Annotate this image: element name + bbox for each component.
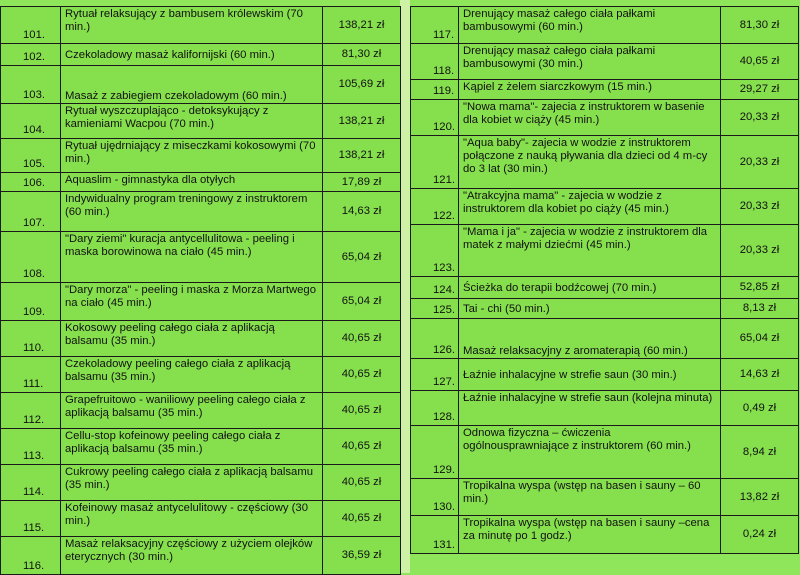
item-price: 138,21 zł xyxy=(323,104,401,139)
item-number: 104. xyxy=(1,104,61,139)
price-table-right xyxy=(410,6,799,554)
item-price: 40,65 zł xyxy=(323,321,401,357)
item-number: 115. xyxy=(1,501,61,537)
item-number: 124. xyxy=(411,277,459,299)
table-row xyxy=(1,44,401,66)
table-row xyxy=(411,479,799,516)
item-description: Kąpiel z żelem siarczkowym (15 min.) xyxy=(459,80,721,100)
table-row xyxy=(1,321,401,357)
item-price: 14,63 zł xyxy=(323,192,401,232)
item-number: 108. xyxy=(1,232,61,283)
item-description: Kokosowy peeling całego ciała z aplikacją balsamu (35 min.) xyxy=(61,321,323,357)
item-description: Rytuał wyszczuplająco - detoksykujący z kamieniami Wacpou (70 min.) xyxy=(61,104,323,139)
table-row xyxy=(1,232,401,283)
item-price: 8,13 zł xyxy=(721,299,799,319)
item-price: 20,33 zł xyxy=(721,136,799,189)
item-price: 40,65 zł xyxy=(323,393,401,429)
item-number: 123. xyxy=(411,225,459,277)
item-number: 116. xyxy=(1,537,61,575)
item-number: 112. xyxy=(1,393,61,429)
table-row xyxy=(1,104,401,139)
item-number: 105. xyxy=(1,139,61,173)
item-price: 14,63 zł xyxy=(721,359,799,391)
table-row xyxy=(411,516,799,554)
item-price: 40,65 zł xyxy=(323,357,401,393)
item-description: Masaż relaksacyjny z aromaterapią (60 min.) xyxy=(459,319,721,359)
table-row xyxy=(411,359,799,391)
item-description: Kofeinowy masaż antycelulitowy - częściowy (30 min.) xyxy=(61,501,323,537)
item-description: Tropikalna wyspa (wstęp na basen i sauny – 60 min.) xyxy=(459,479,721,516)
item-price: 17,89 zł xyxy=(323,173,401,192)
item-description: Tropikalna wyspa (wstęp na basen i sauny –cena za minutę po 1 godz.) xyxy=(459,516,721,554)
table-row xyxy=(1,357,401,393)
item-number: 130. xyxy=(411,479,459,516)
table-row xyxy=(411,100,799,136)
item-price: 65,04 zł xyxy=(323,283,401,321)
table-row xyxy=(411,225,799,277)
item-number: 129. xyxy=(411,426,459,479)
center-divider xyxy=(400,0,410,573)
item-price: 0,49 zł xyxy=(721,391,799,426)
price-table-left xyxy=(0,6,401,575)
item-price: 29,27 zł xyxy=(721,80,799,100)
item-description: "Atrakcyjna mama" - zajecia w wodzie z instruktorem dla kobiet po ciąży (45 min.) xyxy=(459,189,721,225)
item-description: Łaźnie inhalacyjne w strefie saun (kolejna minuta) xyxy=(459,391,721,426)
item-number: 106. xyxy=(1,173,61,192)
item-description: "Dary ziemi" kuracja antycellulitowa - peeling i maska borowinowa na ciało (45 min.) xyxy=(61,232,323,283)
item-number: 122. xyxy=(411,189,459,225)
item-number: 102. xyxy=(1,44,61,66)
item-description: Ścieżka do terapii bodźcowej (70 min.) xyxy=(459,277,721,299)
table-row xyxy=(1,393,401,429)
item-description: Tai - chi (50 min.) xyxy=(459,299,721,319)
item-price: 52,85 zł xyxy=(721,277,799,299)
item-description: Łaźnie inhalacyjne w strefie saun (30 min.) xyxy=(459,359,721,391)
item-price: 20,33 zł xyxy=(721,225,799,277)
item-number: 110. xyxy=(1,321,61,357)
item-description: Cellu-stop kofeinowy peeling całego ciała z aplikacją balsamu (35 min.) xyxy=(61,429,323,465)
item-description: Masaż relaksacyjny częściowy z użyciem olejków eterycznych (30 min.) xyxy=(61,537,323,575)
table-row xyxy=(411,299,799,319)
item-price: 81,30 zł xyxy=(721,7,799,44)
item-description: Grapefruitowo - waniliowy peeling całego ciała z aplikacją balsamu (35 min.) xyxy=(61,393,323,429)
item-number: 120. xyxy=(411,100,459,136)
table-row xyxy=(1,66,401,104)
item-description: Rytuał ujędrniający z miseczkami kokosowymi (70 min.) xyxy=(61,139,323,173)
item-number: 113. xyxy=(1,429,61,465)
item-number: 118. xyxy=(411,44,459,80)
item-description: Czekoladowy masaż kalifornijski (60 min.) xyxy=(61,44,323,66)
table-row xyxy=(411,7,799,44)
table-row xyxy=(411,189,799,225)
table-row xyxy=(1,173,401,192)
table-row xyxy=(1,501,401,537)
item-price: 13,82 zł xyxy=(721,479,799,516)
item-price: 138,21 zł xyxy=(323,139,401,173)
table-row xyxy=(411,136,799,189)
item-number: 127. xyxy=(411,359,459,391)
item-price: 40,65 zł xyxy=(721,44,799,80)
item-description: "Mama i ja" - zajecia w wodzie z instruktorem dla matek z małymi dziećmi (45 min.) xyxy=(459,225,721,277)
item-price: 40,65 zł xyxy=(323,465,401,501)
item-description: Aquaslim - gimnastyka dla otyłych xyxy=(61,173,323,192)
item-price: 138,21 zł xyxy=(323,7,401,44)
item-number: 121. xyxy=(411,136,459,189)
item-number: 107. xyxy=(1,192,61,232)
item-price: 65,04 zł xyxy=(721,319,799,359)
item-number: 131. xyxy=(411,516,459,554)
item-description: Rytuał relaksujący z bambusem królewskim (70 min.) xyxy=(61,7,323,44)
item-number: 119. xyxy=(411,80,459,100)
item-description: Masaż z zabiegiem czekoladowym (60 min.) xyxy=(61,66,323,104)
item-number: 111. xyxy=(1,357,61,393)
item-price: 65,04 zł xyxy=(323,232,401,283)
table-row xyxy=(411,277,799,299)
item-price: 40,65 zł xyxy=(323,429,401,465)
table-row xyxy=(411,44,799,80)
item-price: 8,94 zł xyxy=(721,426,799,479)
item-number: 101. xyxy=(1,7,61,44)
table-row xyxy=(411,391,799,426)
item-description: Cukrowy peeling całego ciała z aplikacją balsamu (35 min.) xyxy=(61,465,323,501)
table-row xyxy=(1,465,401,501)
item-number: 114. xyxy=(1,465,61,501)
item-number: 128. xyxy=(411,391,459,426)
item-description: "Aqua baby"- zajecia w wodzie z instruktorem połączone z nauką pływania dla dzieci od 4 m-cy do 3 lat (30 min.) xyxy=(459,136,721,189)
item-price: 20,33 zł xyxy=(721,100,799,136)
item-number: 125. xyxy=(411,299,459,319)
item-description: Drenujący masaż całego ciała pałkami bambusowymi (30 min.) xyxy=(459,44,721,80)
item-price: 36,59 zł xyxy=(323,537,401,575)
item-description: Czekoladowy peeling całego ciała z aplikacją balsamu (35 min.) xyxy=(61,357,323,393)
table-row xyxy=(411,426,799,479)
item-price: 40,65 zł xyxy=(323,501,401,537)
item-price: 81,30 zł xyxy=(323,44,401,66)
item-number: 103. xyxy=(1,66,61,104)
item-price: 20,33 zł xyxy=(721,189,799,225)
item-description: Drenujący masaż całego ciała pałkami bambusowymi (60 min.) xyxy=(459,7,721,44)
item-number: 126. xyxy=(411,319,459,359)
table-row xyxy=(1,139,401,173)
item-number: 117. xyxy=(411,7,459,44)
table-row xyxy=(411,80,799,100)
table-row xyxy=(1,283,401,321)
table-row xyxy=(1,429,401,465)
table-row xyxy=(411,319,799,359)
table-row xyxy=(1,537,401,575)
item-price: 0,24 zł xyxy=(721,516,799,554)
table-row xyxy=(1,192,401,232)
item-number: 109. xyxy=(1,283,61,321)
item-description: Indywidualny program treningowy z instruktorem (60 min.) xyxy=(61,192,323,232)
item-description: "Dary morza" - peeling i maska z Morza Martwego na ciało (45 min.) xyxy=(61,283,323,321)
item-description: "Nowa mama"- zajecia z instruktorem w basenie dla kobiet w ciąży (45 min.) xyxy=(459,100,721,136)
table-row xyxy=(1,7,401,44)
item-description: Odnowa fizyczna – ćwiczenia ogólnousprawniające z instruktorem (60 min.) xyxy=(459,426,721,479)
item-price: 105,69 zł xyxy=(323,66,401,104)
